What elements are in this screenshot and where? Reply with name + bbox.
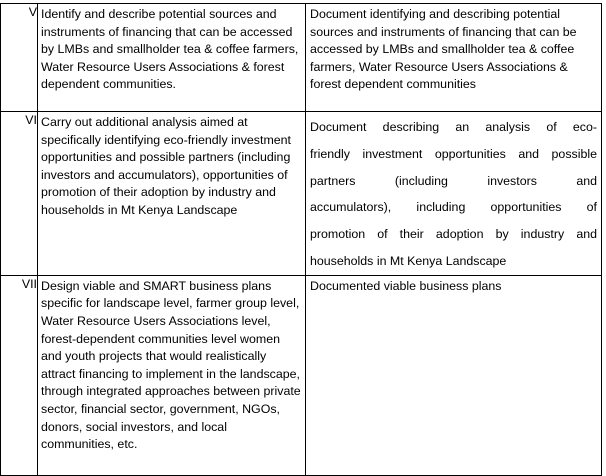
table-row xyxy=(1,275,602,475)
row-number: VI xyxy=(25,113,37,127)
row-number-cell xyxy=(1,275,38,475)
row-number: V xyxy=(28,5,37,19)
deliverable-text: Document identifying and describing potential sources and instruments of financing that can be accessed by LMBs and smallholder tea & coffee farmers, Water Resource Users Associations & forest dependent communities xyxy=(310,7,577,92)
task-text: Design viable and SMART business plans specific for landscape level, farmer group level, Water Resource Users Associations level, forest-dependent communities level women and youth projects that would realistically attract financing to implement in the landscape, through integrated approaches between private sector, financial sector, government, NGOs, donors, social investors, and local communities, etc. xyxy=(41,278,301,452)
deliverable-text: Documented viable business plans xyxy=(310,278,502,293)
task-text: Identify and describe potential sources and instruments of financing that can be accessed by LMBs and smallholder tea & coffee farmers, Water Resource Users Associations & forest dependent communities. xyxy=(41,7,299,92)
table-row xyxy=(1,4,602,112)
deliverable-cell xyxy=(306,112,602,276)
task-cell xyxy=(38,275,306,475)
deliverable-line: accumulators), including opportunities of xyxy=(310,200,597,215)
deliverable-line: Document describing an analysis of eco- xyxy=(310,120,597,134)
deliverable-cell xyxy=(306,275,602,475)
deliverable-cell xyxy=(306,4,602,112)
task-text: Carry out additional analysis aimed at specifically identifying eco-friendly investment opportunities and possible partners (including investors and accumulators), opportunities of promotion of their adoption by industry and households in Mt Kenya Landscape xyxy=(41,115,291,217)
row-number-cell xyxy=(1,112,38,276)
deliverable-line: friendly investment opportunities and possible xyxy=(310,146,597,161)
deliverable-text xyxy=(310,114,597,275)
deliverable-line: promotion of their adoption by industry and xyxy=(310,227,597,242)
row-number: VII xyxy=(21,276,37,291)
table-row xyxy=(1,112,602,276)
task-cell xyxy=(38,112,306,276)
task-cell xyxy=(38,4,306,112)
terms-of-reference-table xyxy=(0,3,602,476)
deliverable-line: partners (including investors and xyxy=(310,173,597,188)
row-number-cell xyxy=(1,4,38,112)
deliverable-line: households in Mt Kenya Landscape xyxy=(310,253,507,268)
